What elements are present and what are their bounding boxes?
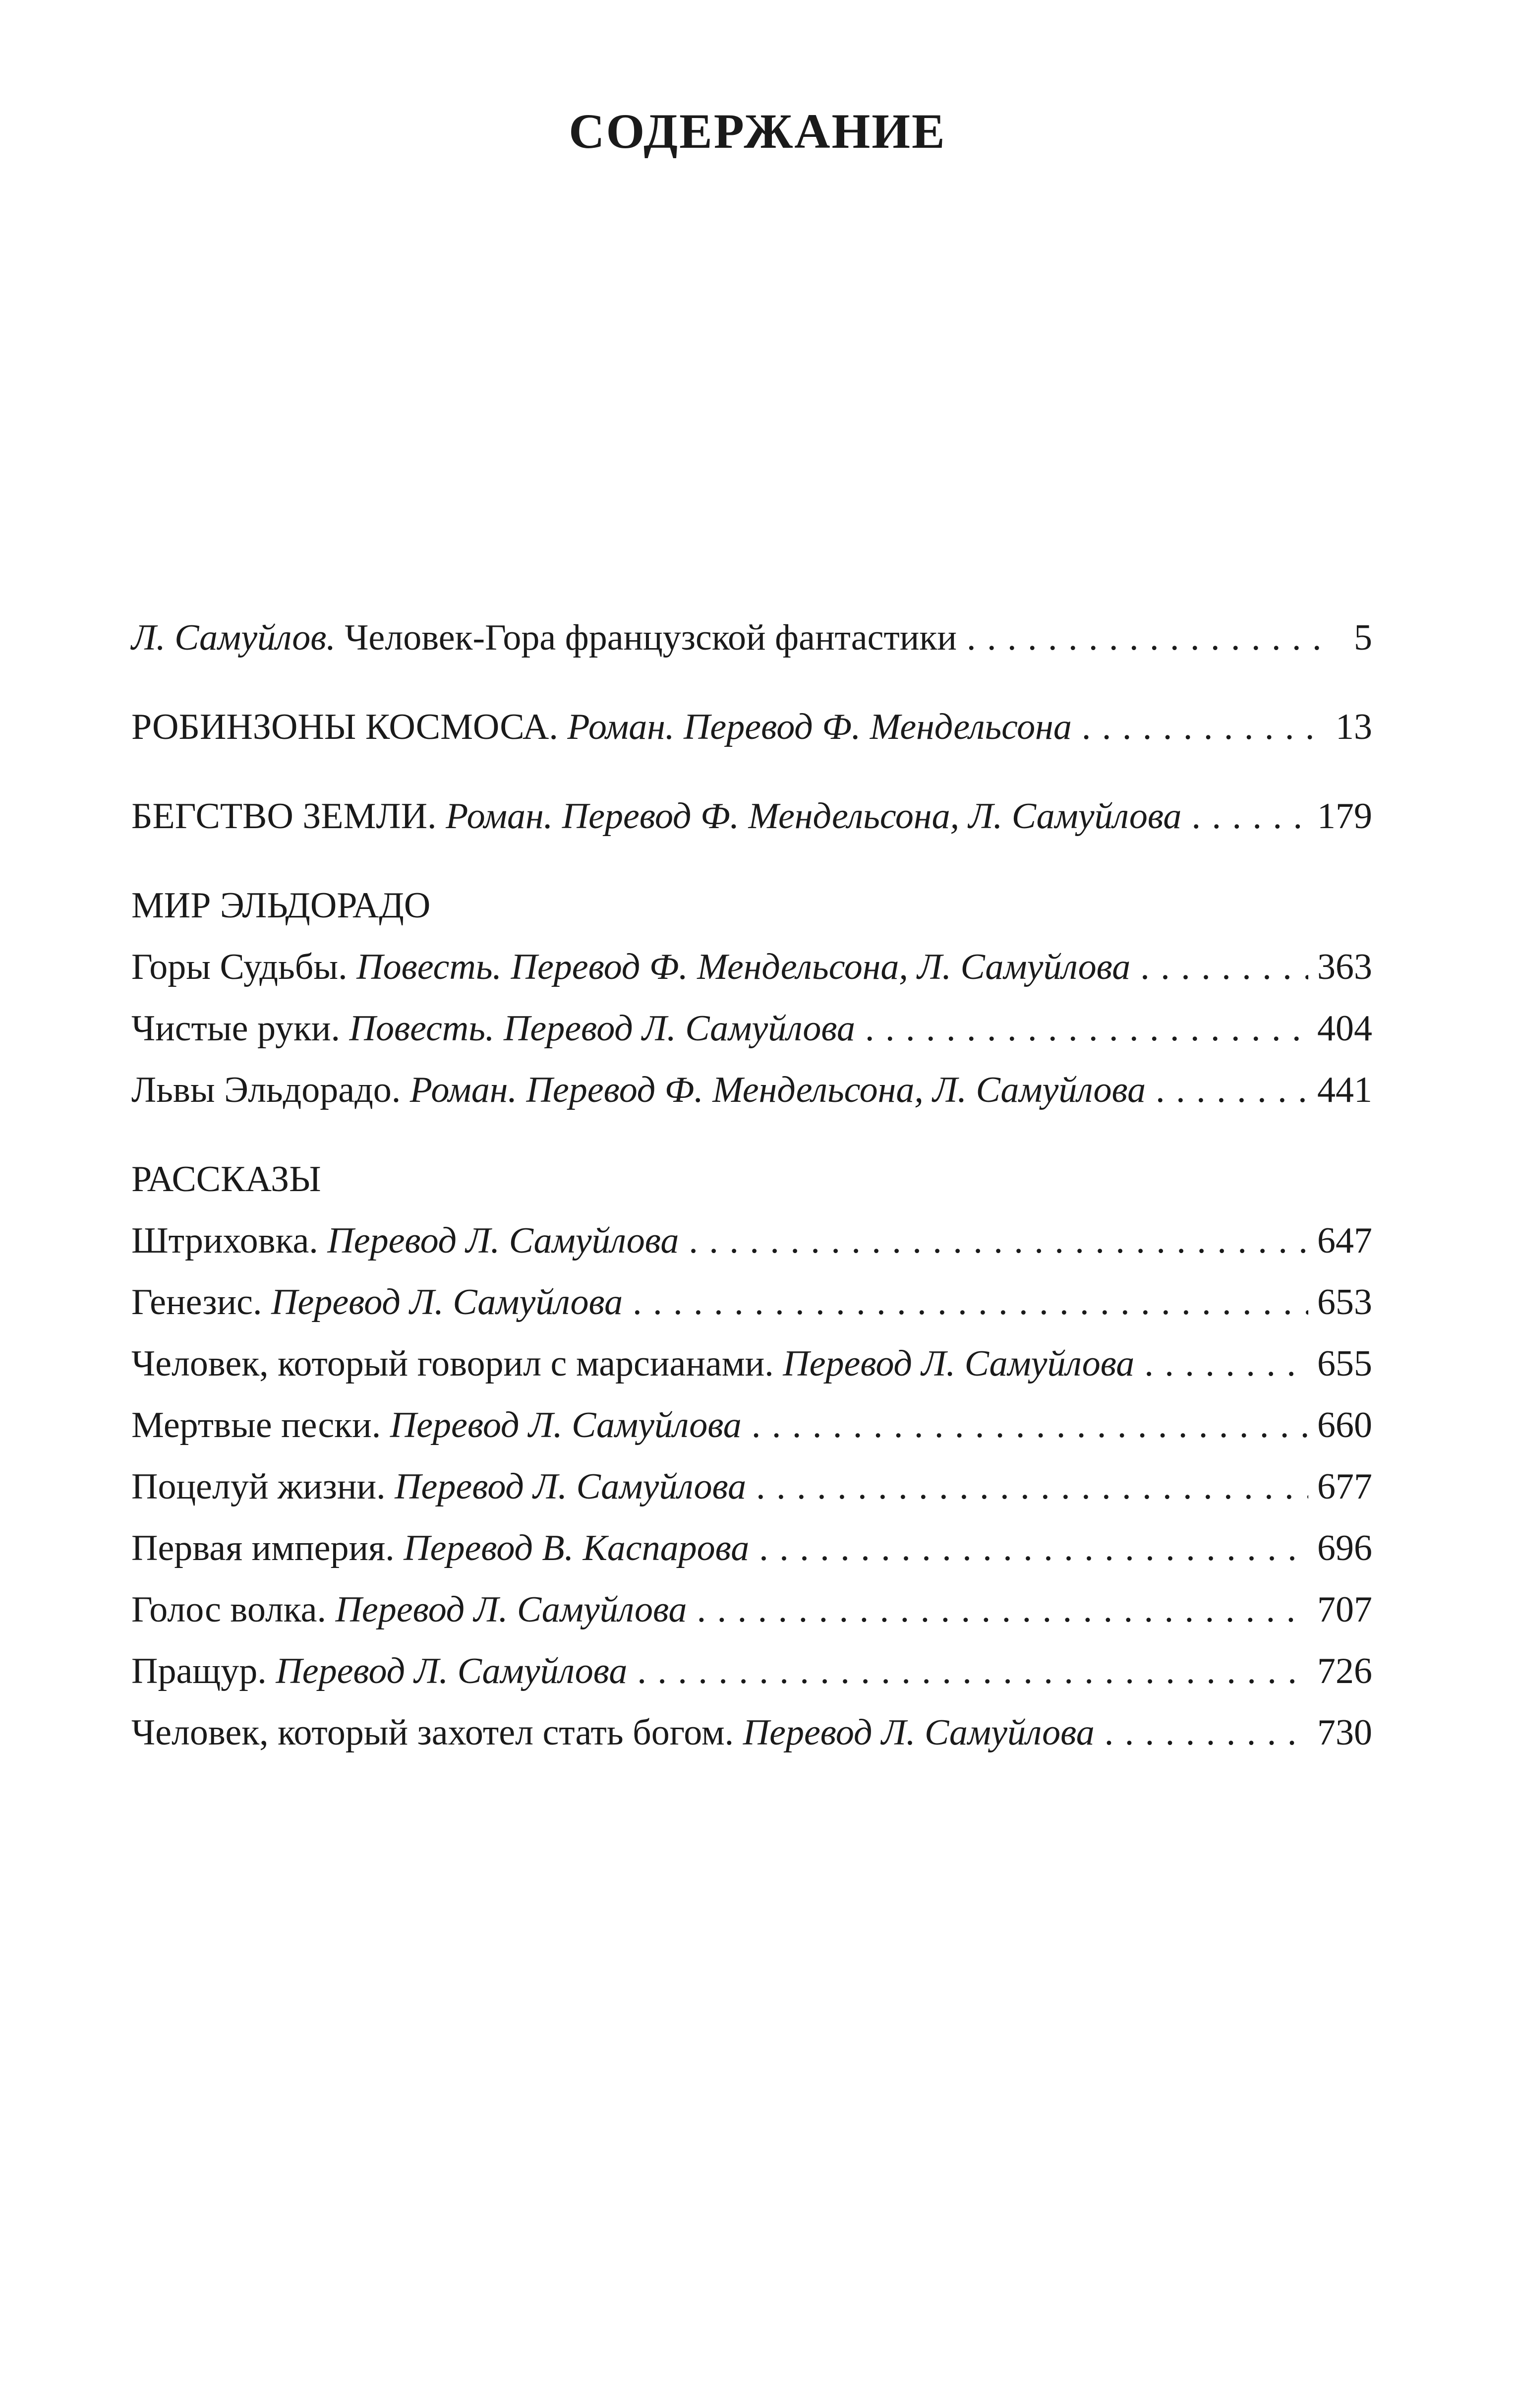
entry-title: БЕГСТВО ЗЕМЛИ. bbox=[131, 796, 437, 837]
entry-page-number: 696 bbox=[1317, 1528, 1372, 1568]
entry-title: Поцелуй жизни. bbox=[131, 1466, 386, 1507]
entry-text bbox=[131, 936, 1130, 998]
entry-text bbox=[131, 1271, 623, 1333]
entry-text bbox=[131, 1210, 679, 1271]
entry-text bbox=[131, 998, 855, 1059]
dot-leader bbox=[689, 1210, 1308, 1271]
dot-leader bbox=[1105, 1702, 1308, 1763]
entry-title: Чистые руки. bbox=[131, 1008, 341, 1049]
entry-note: Перевод Л. Самуйлова bbox=[734, 1712, 1095, 1753]
entry-page-number: 660 bbox=[1317, 1405, 1372, 1445]
dot-leader bbox=[756, 1456, 1308, 1517]
entry-text bbox=[131, 1640, 627, 1702]
dot-leader bbox=[967, 607, 1334, 668]
entry-text bbox=[131, 1702, 1095, 1763]
entry-note: Повесть. Перевод Ф. Мендельсона, Л. Самуйлова bbox=[347, 947, 1131, 987]
dot-leader bbox=[759, 1517, 1308, 1579]
toc-entry[interactable] bbox=[131, 998, 1372, 1059]
entry-page-number: 647 bbox=[1317, 1220, 1372, 1261]
toc-entry[interactable] bbox=[131, 1517, 1372, 1579]
entry-title: Голос волка. bbox=[131, 1589, 326, 1630]
toc-entry[interactable] bbox=[131, 1394, 1372, 1456]
dot-leader bbox=[1140, 936, 1308, 998]
entry-title: Первая империя. bbox=[131, 1528, 395, 1568]
entry-note: Перевод Л. Самуйлова bbox=[266, 1651, 628, 1691]
page-title: СОДЕРЖАНИЕ bbox=[569, 104, 946, 159]
toc-entry-intro[interactable] bbox=[131, 607, 1372, 668]
entry-note: Перевод Л. Самуйлова bbox=[262, 1282, 623, 1323]
dot-leader bbox=[752, 1394, 1308, 1456]
dot-leader bbox=[697, 1579, 1308, 1640]
dot-leader bbox=[1156, 1059, 1308, 1121]
entry-page-number: 730 bbox=[1317, 1712, 1372, 1753]
dot-leader bbox=[865, 998, 1308, 1059]
entry-page-number: 677 bbox=[1317, 1466, 1372, 1507]
toc-entry[interactable] bbox=[131, 936, 1372, 998]
entry-note: Перевод В. Каспарова bbox=[394, 1528, 750, 1568]
entry-title: Пращур. bbox=[131, 1651, 267, 1691]
entry-title: Человек-Гора французской фантастики bbox=[335, 617, 957, 658]
entry-page-number: 655 bbox=[1317, 1343, 1372, 1384]
entry-note: Роман. Перевод Ф. Мендельсона, Л. Самуйлова bbox=[436, 796, 1182, 837]
entry-author: Л. Самуйлов. bbox=[131, 617, 336, 658]
entry-title: Генезис. bbox=[131, 1282, 262, 1323]
entry-note: Перевод Л. Самуйлова bbox=[318, 1220, 679, 1261]
entry-page-number: 653 bbox=[1317, 1282, 1372, 1323]
entry-title: Горы Судьбы. bbox=[131, 947, 348, 987]
toc-entry[interactable] bbox=[131, 1456, 1372, 1517]
entry-note: Повесть. Перевод Л. Самуйлова bbox=[340, 1008, 855, 1049]
dot-leader bbox=[1082, 696, 1327, 758]
entry-page-number: 179 bbox=[1317, 796, 1372, 837]
toc-entry[interactable] bbox=[131, 1271, 1372, 1333]
entry-text bbox=[131, 1333, 1134, 1394]
entry-note: Роман. Перевод Ф. Мендельсона, Л. Самуйлова bbox=[401, 1070, 1146, 1110]
entry-note: Роман. Перевод Ф. Мендельсона bbox=[558, 707, 1072, 747]
toc-entry[interactable] bbox=[131, 1579, 1372, 1640]
toc-entry-robinsons[interactable] bbox=[131, 696, 1372, 758]
dot-leader bbox=[633, 1271, 1308, 1333]
entry-page-number: 707 bbox=[1317, 1589, 1372, 1630]
entry-title: Человек, который захотел стать богом. bbox=[131, 1712, 734, 1753]
entry-text bbox=[131, 607, 957, 668]
table-of-contents bbox=[131, 607, 1372, 1763]
entry-title: РОБИНЗОНЫ КОСМОСА. bbox=[131, 707, 558, 747]
entry-note: Перевод Л. Самуйлова bbox=[326, 1589, 687, 1630]
toc-entry[interactable] bbox=[131, 1333, 1372, 1394]
entry-title: Человек, который говорил с марсианами. bbox=[131, 1343, 774, 1384]
dot-leader bbox=[1191, 785, 1308, 847]
entry-text bbox=[131, 1394, 742, 1456]
toc-entry-earth-flight[interactable] bbox=[131, 785, 1372, 847]
entry-page-number: 726 bbox=[1317, 1651, 1372, 1691]
dot-leader bbox=[1144, 1333, 1308, 1394]
entry-text bbox=[131, 1579, 687, 1640]
toc-entry[interactable] bbox=[131, 1059, 1372, 1121]
entry-title: Мертвые пески. bbox=[131, 1405, 381, 1445]
entry-page-number: 441 bbox=[1317, 1070, 1372, 1110]
section-heading-eldorado: МИР ЭЛЬДОРАДО bbox=[131, 885, 431, 926]
entry-note: Перевод Л. Самуйлова bbox=[773, 1343, 1135, 1384]
entry-text bbox=[131, 696, 1072, 758]
toc-entry[interactable] bbox=[131, 1702, 1372, 1763]
dot-leader bbox=[637, 1640, 1308, 1702]
entry-note: Перевод Л. Самуйлова bbox=[381, 1405, 742, 1445]
entry-note: Перевод Л. Самуйлова bbox=[385, 1466, 747, 1507]
entry-text bbox=[131, 1517, 749, 1579]
entry-text bbox=[131, 1059, 1146, 1121]
entry-text bbox=[131, 785, 1181, 847]
toc-entry[interactable] bbox=[131, 1640, 1372, 1702]
toc-entry[interactable] bbox=[131, 1210, 1372, 1271]
section-heading-stories: РАССКАЗЫ bbox=[131, 1159, 321, 1200]
entry-text bbox=[131, 1456, 746, 1517]
entry-page-number: 404 bbox=[1317, 1008, 1372, 1049]
entry-title: Львы Эльдорадо. bbox=[131, 1070, 401, 1110]
entry-page-number: 363 bbox=[1317, 947, 1372, 987]
entry-page-number: 13 bbox=[1336, 707, 1372, 747]
entry-title: Штриховка. bbox=[131, 1220, 318, 1261]
entry-page-number: 5 bbox=[1354, 617, 1372, 658]
